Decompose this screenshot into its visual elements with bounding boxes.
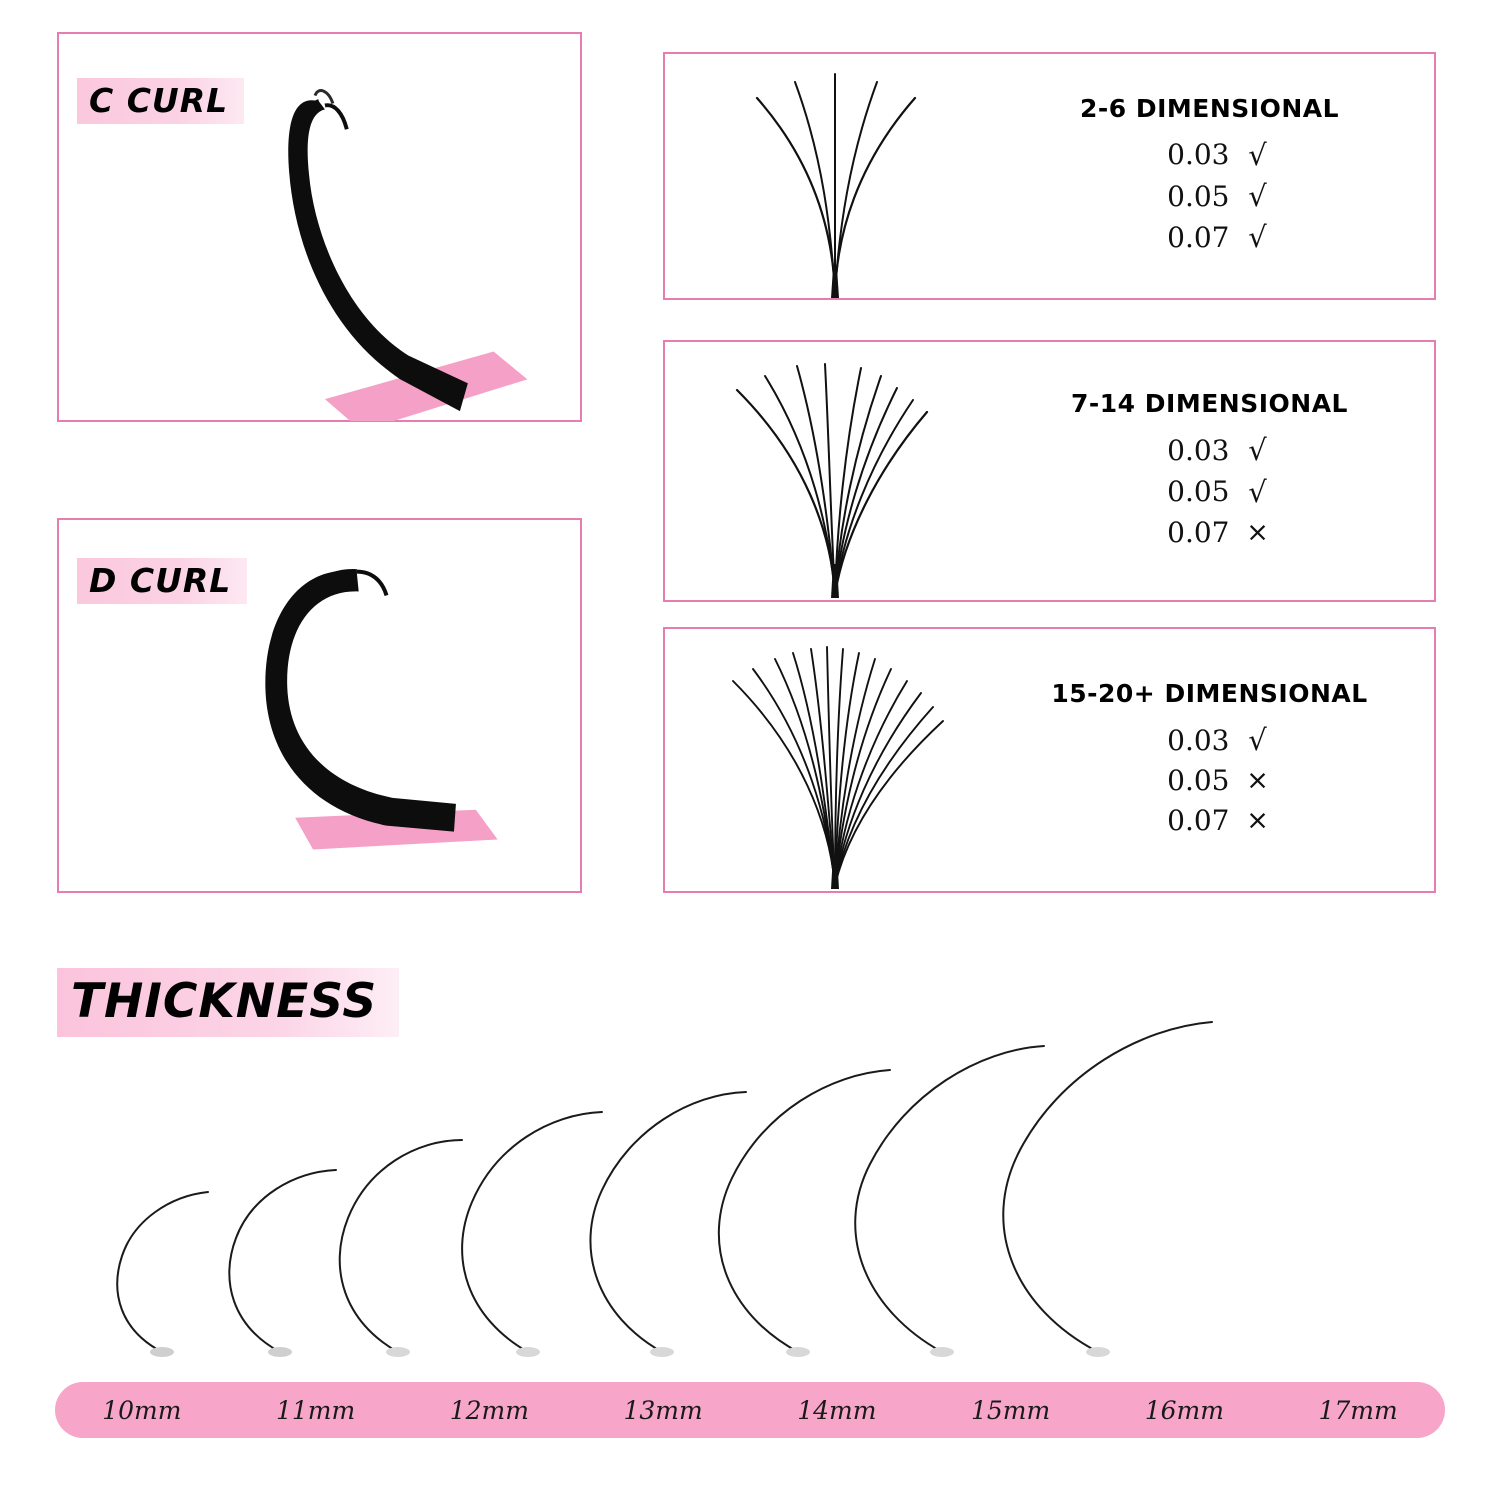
- dimensional-info-7-14: [1005, 389, 1434, 552]
- fan-illustration-2-6: [665, 54, 1005, 298]
- curl-label-d: D CURL: [77, 558, 247, 604]
- spec-availability-mark: √: [1248, 723, 1267, 758]
- length-label: 13mm: [623, 1395, 703, 1425]
- spec-row: [1134, 761, 1286, 801]
- length-label: 16mm: [1144, 1395, 1224, 1425]
- dimensional-panel-7-14: [663, 340, 1436, 602]
- spec-thickness: 0.07: [1167, 515, 1230, 549]
- dimensional-title: 15-20+ DIMENSIONAL: [1051, 679, 1368, 709]
- spec-row: [1134, 430, 1286, 471]
- dimensional-info-2-6: [1005, 94, 1434, 259]
- thickness-heading: THICKNESS: [57, 968, 399, 1037]
- length-scale-bar: [55, 1382, 1445, 1438]
- dimensional-info-15-20: [1005, 679, 1434, 841]
- lash-fan-icon: [665, 54, 1005, 302]
- spec-availability-mark: √: [1248, 137, 1267, 172]
- lash-length-illustrations: [50, 1000, 1450, 1360]
- lash-fan-icon: [665, 342, 1005, 604]
- spec-row: [1134, 135, 1286, 176]
- length-label: 14mm: [797, 1395, 877, 1425]
- lash-strip-d-curl-icon: [59, 520, 580, 892]
- length-label: 17mm: [1318, 1395, 1398, 1425]
- spec-list: [1134, 430, 1286, 552]
- curl-label-c: C CURL: [77, 78, 244, 124]
- lash-fan-icon: [665, 629, 1005, 895]
- spec-row: [1134, 217, 1286, 258]
- spec-row: [1134, 720, 1286, 761]
- curl-panel-c: [57, 32, 582, 422]
- spec-thickness: 0.07: [1167, 804, 1230, 838]
- lash-strip-c-curl-icon: [59, 34, 580, 421]
- length-label: 10mm: [102, 1395, 182, 1425]
- dimensional-panel-15-20: [663, 627, 1436, 893]
- spec-thickness: 0.03: [1167, 138, 1230, 172]
- spec-thickness: 0.03: [1167, 434, 1230, 468]
- spec-availability-mark: ×: [1246, 804, 1269, 836]
- spec-row: [1134, 472, 1286, 513]
- dimensional-panel-2-6: [663, 52, 1436, 300]
- spec-thickness: 0.07: [1167, 220, 1230, 254]
- spec-availability-mark: √: [1248, 178, 1267, 213]
- spec-thickness: 0.05: [1167, 764, 1230, 798]
- spec-row: [1134, 176, 1286, 217]
- spec-row: [1134, 513, 1286, 553]
- length-label: 12mm: [449, 1395, 529, 1425]
- spec-availability-mark: √: [1248, 220, 1267, 255]
- spec-row: [1134, 801, 1286, 841]
- curl-panel-d: [57, 518, 582, 893]
- dimensional-title: 7-14 DIMENSIONAL: [1071, 389, 1348, 419]
- length-label: 15mm: [971, 1395, 1051, 1425]
- dimensional-title: 2-6 DIMENSIONAL: [1079, 93, 1340, 123]
- lash-curve-set-icon: [50, 1000, 1450, 1360]
- spec-availability-mark: √: [1248, 474, 1267, 509]
- spec-availability-mark: √: [1248, 433, 1267, 468]
- spec-thickness: 0.03: [1167, 723, 1230, 757]
- spec-list: [1134, 135, 1286, 259]
- spec-availability-mark: ×: [1246, 765, 1269, 797]
- spec-availability-mark: ×: [1246, 516, 1269, 548]
- spec-thickness: 0.05: [1167, 475, 1230, 509]
- fan-illustration-7-14: [665, 342, 1005, 600]
- spec-thickness: 0.05: [1167, 179, 1230, 213]
- length-label: 11mm: [276, 1395, 356, 1425]
- fan-illustration-15-20: [665, 629, 1005, 891]
- spec-list: [1134, 720, 1286, 841]
